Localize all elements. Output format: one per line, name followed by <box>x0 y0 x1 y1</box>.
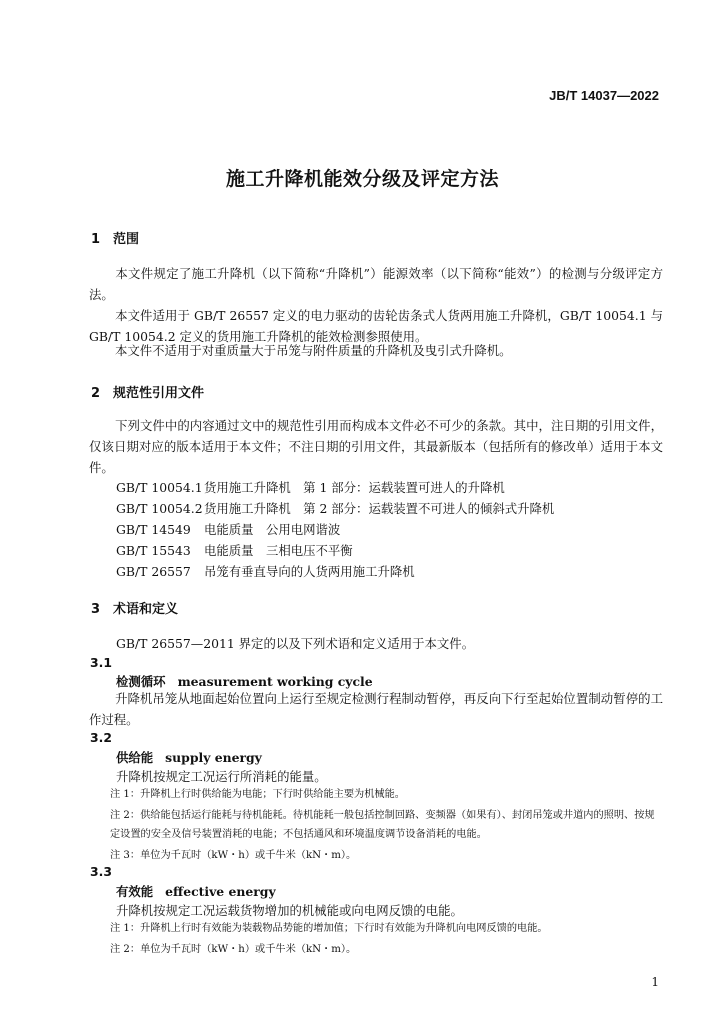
term-name-zh: 有效能 <box>116 884 154 899</box>
reference-code: GB/T 10054.1 <box>116 480 203 495</box>
reference-item <box>116 520 340 538</box>
section-1-paragraph-2: 本文件适用于 GB/T 26557 定义的电力驱动的齿轮齿条式人货两用施工升降机，GB/T 10054.1 与 GB/T 10054.2 定义的货用施工升降机的能效检测参照使用。 <box>89 308 663 344</box>
term-definition: 升降机按规定工况运载货物增加的机械能或向电网反馈的电能。 <box>116 903 463 918</box>
term-definition: 升降机吊笼从地面起始位置向上运行至规定检测行程制动暂停，再反向下行至起始位置制动暂停的工作过程。 <box>89 691 663 727</box>
section-2-intro: 下列文件中的内容通过文中的规范性引用而构成本文件必不可少的条款。其中，注日期的引用文件，仅该日期对应的版本适用于本文件；不注日期的引用文件，其最新版本（包括所有的修改单）适用于本文件。 <box>89 418 663 475</box>
reference-title: 吊笼有垂直导向的人货两用施工升降机 <box>204 564 415 579</box>
reference-item <box>116 562 415 580</box>
term-name-en: effective energy <box>165 884 276 899</box>
note-text: 单位为千瓦时（kW・h）或千牛米（kN・m）。 <box>140 850 357 861</box>
note <box>110 846 356 865</box>
note-label: 注 1： <box>110 923 141 934</box>
reference-item <box>116 499 554 517</box>
term-name-zh: 供给能 <box>116 750 154 765</box>
term-name-en: supply energy <box>165 750 262 765</box>
section-1-heading <box>91 228 139 247</box>
term-name <box>116 748 262 766</box>
section-number: 2 <box>91 386 101 401</box>
standard-number: JB/T 14037—2022 <box>549 88 659 103</box>
note-text: 单位为千瓦时（kW・h）或千牛米（kN・m）。 <box>140 944 357 955</box>
term-definition: 升降机按规定工况运行所消耗的能量。 <box>116 769 327 784</box>
note-label: 注 1： <box>110 789 141 800</box>
section-number: 1 <box>91 232 101 247</box>
section-3-heading <box>91 598 178 617</box>
reference-code: GB/T 15543 <box>116 543 191 558</box>
section-number: 3 <box>91 602 101 617</box>
note-text: 供给能包括运行能耗与待机能耗。待机能耗一般包括控制回路、变频器（如果有）、封闭吊笼或井道内的照明、按规定设置的安全及信号装置消耗的电能；不包括通风和环境温度调节设备消耗的电能。 <box>110 810 655 840</box>
term-number: 3.3 <box>90 864 112 879</box>
section-1-paragraph-1: 本文件规定了施工升降机（以下简称“升降机”）能源效率（以下简称“能效”）的检测与分级评定方法。 <box>89 266 663 302</box>
reference-title: 电能质量 三相电压不平衡 <box>204 543 353 558</box>
section-1-paragraph-3: 本文件不适用于对重质量大于吊笼与附件质量的升降机及曳引式升降机。 <box>115 343 512 358</box>
note <box>110 785 405 804</box>
reference-title: 货用施工升降机 第 2 部分：运载装置不可进人的倾斜式升降机 <box>204 501 555 516</box>
section-2-heading <box>91 382 204 401</box>
reference-code: GB/T 10054.2 <box>116 501 203 516</box>
note <box>110 940 356 959</box>
section-title: 术语和定义 <box>113 602 179 617</box>
note-text: 升降机上行时供给能为电能；下行时供给能主要为机械能。 <box>140 789 405 800</box>
reference-title: 电能质量 公用电网谐波 <box>204 522 341 537</box>
section-3-intro: GB/T 26557—2011 界定的以及下列术语和定义适用于本文件。 <box>116 636 475 651</box>
page-number: 1 <box>651 975 659 989</box>
reference-item <box>116 541 353 559</box>
term-number: 3.2 <box>90 730 112 745</box>
document-title: 施工升降机能效分级及评定方法 <box>225 168 499 190</box>
reference-code: GB/T 26557 <box>116 564 191 579</box>
reference-item <box>116 478 505 496</box>
note <box>110 806 663 844</box>
note-label: 注 3： <box>110 850 141 861</box>
note-text: 升降机上行时有效能为装载物品势能的增加值；下行时有效能为升降机向电网反馈的电能。 <box>140 923 548 934</box>
term-name-zh: 检测循环 <box>116 674 166 689</box>
section-title: 范围 <box>113 232 140 247</box>
term-name-en: measurement working cycle <box>177 674 373 689</box>
reference-code: GB/T 14549 <box>116 522 191 537</box>
note-label: 注 2： <box>110 944 141 955</box>
note-label: 注 2： <box>110 810 141 821</box>
note <box>110 919 548 938</box>
term-number: 3.1 <box>90 655 112 670</box>
section-title: 规范性引用文件 <box>113 386 205 401</box>
term-name <box>116 882 276 900</box>
reference-title: 货用施工升降机 第 1 部分：运载装置可进人的升降机 <box>204 480 505 495</box>
